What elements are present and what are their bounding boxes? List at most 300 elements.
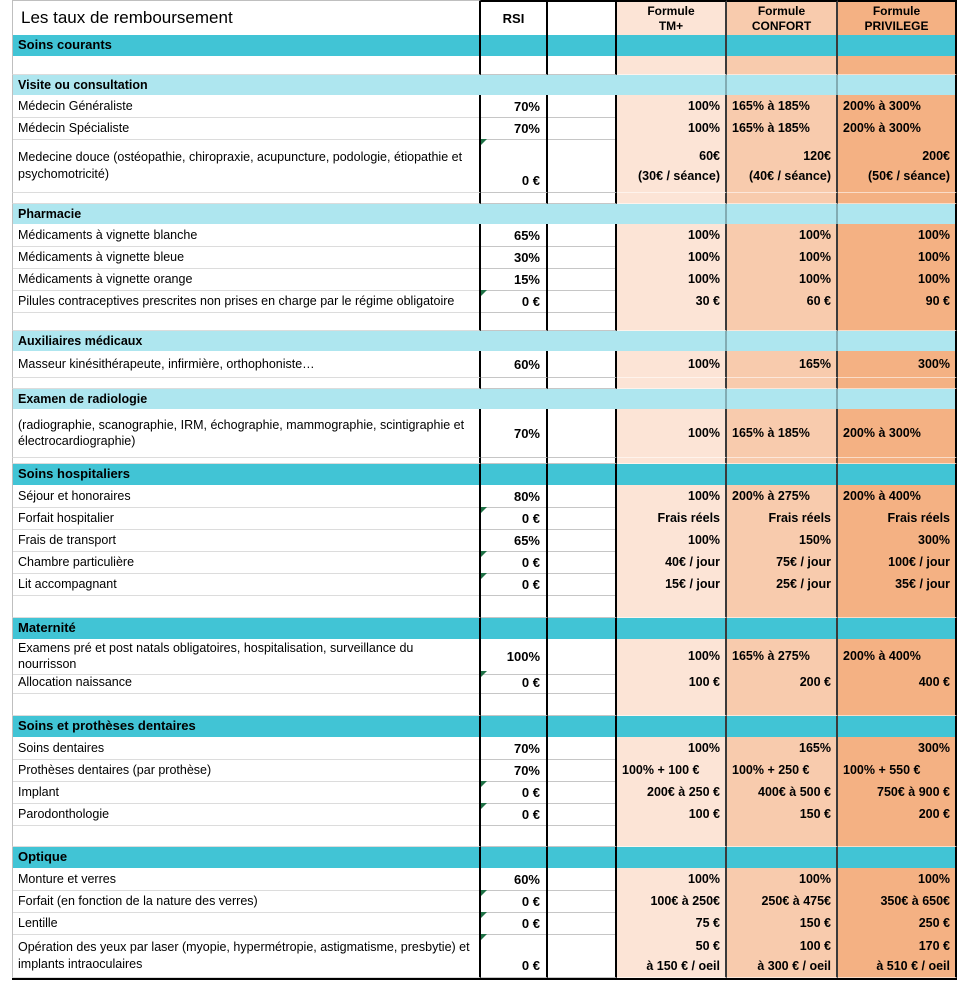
formule-confort-cell[interactable] <box>727 268 838 291</box>
formule-privilege-cell <box>838 331 957 351</box>
row-label: Medecine douce (ostéopathie, chiropraxie, acupuncture, podologie, étiopathie et psychomotricité) <box>18 150 463 181</box>
table-row <box>12 139 957 193</box>
row-label: Lentille <box>18 915 58 930</box>
formule-confort-cell[interactable] <box>727 485 838 508</box>
formule-privilege-cell[interactable] <box>838 485 957 508</box>
value-line: 100% + 250 € <box>732 763 810 777</box>
rsi-value: 0 € <box>521 293 540 309</box>
table-row <box>12 781 957 803</box>
row-label-cell[interactable] <box>12 409 481 458</box>
gap-cell <box>548 716 617 737</box>
rsi-value: 0 € <box>521 510 540 526</box>
formule-confort-cell[interactable] <box>727 224 838 247</box>
row-label-cell[interactable] <box>12 224 481 247</box>
value-line: 150 € <box>799 916 831 930</box>
formule-tm-column-header[interactable] <box>617 0 727 35</box>
formule-confort-cell[interactable] <box>727 759 838 782</box>
formule-confort-cell <box>727 204 838 224</box>
rsi-cell[interactable] <box>481 639 548 675</box>
formule-confort-cell[interactable] <box>727 868 838 891</box>
value-line: 100% <box>918 272 950 286</box>
formule-confort-cell[interactable] <box>727 573 838 596</box>
formule-privilege-cell[interactable] <box>838 573 957 596</box>
row-label: Visite ou consultation <box>18 77 148 92</box>
formule-tm-cell <box>617 825 727 847</box>
row-label: Frais de transport <box>18 532 116 547</box>
spacer-cell <box>12 595 481 618</box>
row-label: Monture et verres <box>18 871 116 886</box>
row-label-cell[interactable] <box>12 639 481 675</box>
formule-tm-cell[interactable] <box>617 934 727 978</box>
formule-confort-cell[interactable] <box>727 737 838 760</box>
formule-confort-cell[interactable] <box>727 95 838 118</box>
formule-tm-cell[interactable] <box>617 246 727 269</box>
formule-privilege-cell[interactable] <box>838 290 957 313</box>
value-line: à 510 € / oeil <box>876 958 950 973</box>
formule-confort-cell[interactable] <box>727 551 838 574</box>
formule-privilege-cell[interactable] <box>838 529 957 552</box>
table-row <box>12 351 957 378</box>
formule-privilege-cell[interactable] <box>838 224 957 247</box>
value-line: 200 € <box>918 807 950 821</box>
rsi-cell[interactable] <box>481 868 548 891</box>
rsi-cell[interactable] <box>481 737 548 760</box>
row-label: Soins et prothèses dentaires <box>18 718 196 734</box>
row-label-cell[interactable] <box>12 803 481 826</box>
rsi-value: 70% <box>513 120 540 136</box>
row-label: Médecin Généraliste <box>18 98 133 113</box>
value-line: 100% <box>918 250 950 264</box>
formule-tm-cell <box>617 193 727 204</box>
value-line: 100% <box>688 272 720 286</box>
value-line: (50€ / séance) <box>868 168 950 183</box>
rsi-value: 70% <box>513 762 540 778</box>
row-label: Examen de radiologie <box>18 391 148 406</box>
value-line: 400€ à 500 € <box>758 785 831 799</box>
formule-privilege-cell[interactable] <box>838 868 957 891</box>
row-label-cell[interactable] <box>12 868 481 891</box>
row-label-cell[interactable] <box>12 759 481 782</box>
rsi-value: 65% <box>513 532 540 548</box>
rsi-cell[interactable] <box>481 912 548 935</box>
formule-confort-cell <box>727 56 838 75</box>
formule-privilege-column-header[interactable] <box>838 0 957 35</box>
rsi-cell[interactable] <box>481 759 548 782</box>
formule-tm-cell[interactable] <box>617 507 727 530</box>
rsi-value: 70% <box>513 740 540 756</box>
table-row <box>12 803 957 825</box>
rsi-cell[interactable] <box>481 290 548 313</box>
formule-privilege-cell[interactable] <box>838 507 957 530</box>
formule-tm-cell[interactable] <box>617 290 727 313</box>
value-line: 165% <box>799 741 831 755</box>
row-label-cell[interactable] <box>12 246 481 269</box>
gap-cell <box>548 868 617 891</box>
rsi-cell <box>481 75 548 95</box>
row-label-cell[interactable] <box>12 781 481 804</box>
formule-privilege-cell[interactable] <box>838 409 957 458</box>
value-line: 100% <box>799 250 831 264</box>
gap-cell <box>548 573 617 596</box>
value-line: 100% <box>799 228 831 242</box>
spacer-cell <box>12 312 481 331</box>
value-line: 200€ à 250 € <box>647 785 720 799</box>
formule-confort-cell <box>727 331 838 351</box>
subsection-header-row <box>12 331 957 351</box>
formule-tm-cell[interactable] <box>617 529 727 552</box>
value-line: 300% <box>918 741 950 755</box>
formule-confort-cell[interactable] <box>727 781 838 804</box>
formule-privilege-cell[interactable] <box>838 781 957 804</box>
rsi-cell[interactable] <box>481 268 548 291</box>
formule-name: PRIVILEGE <box>864 18 929 33</box>
formule-tm-cell[interactable] <box>617 485 727 508</box>
rsi-cell <box>481 847 548 868</box>
spacer-row <box>12 56 957 75</box>
value-line: 25€ / jour <box>776 577 831 591</box>
formule-tm-cell <box>617 378 727 389</box>
rsi-cell <box>481 618 548 639</box>
formule-privilege-cell[interactable] <box>838 803 957 826</box>
value-line: 200% à 300% <box>843 99 921 113</box>
formule-tm-cell[interactable] <box>617 409 727 458</box>
formule-privilege-cell <box>838 595 957 618</box>
formule-privilege-cell <box>838 193 957 204</box>
table-row <box>12 95 957 117</box>
table-row <box>12 224 957 246</box>
formule-tm-cell[interactable] <box>617 351 727 378</box>
table-row <box>12 737 957 759</box>
rsi-cell[interactable] <box>481 224 548 247</box>
formule-confort-cell <box>727 464 838 485</box>
section-header-row <box>12 35 957 56</box>
formule-confort-cell[interactable] <box>727 671 838 694</box>
rsi-cell[interactable] <box>481 551 548 574</box>
formule-tm-cell[interactable] <box>617 803 727 826</box>
row-label-cell[interactable] <box>12 95 481 118</box>
row-label: Forfait (en fonction de la nature des verres) <box>18 893 258 908</box>
value-line: 200% à 300% <box>843 426 921 440</box>
formule-tm-cell <box>617 56 727 75</box>
formule-privilege-cell <box>838 825 957 847</box>
formule-privilege-cell[interactable] <box>838 95 957 118</box>
gap-cell <box>548 246 617 269</box>
gap-cell <box>548 193 617 204</box>
gap-cell <box>548 737 617 760</box>
formule-confort-cell[interactable] <box>727 639 838 675</box>
formule-tm-cell <box>617 75 727 95</box>
formule-privilege-cell <box>838 56 957 75</box>
value-line: 165% à 275% <box>732 649 810 664</box>
value-line: 100% <box>688 741 720 755</box>
rsi-value: 0 € <box>521 784 540 800</box>
row-label-cell[interactable] <box>12 529 481 552</box>
row-label-cell[interactable] <box>12 737 481 760</box>
value-line: Frais réels <box>768 511 831 525</box>
rsi-cell[interactable] <box>481 934 548 978</box>
subsection-title-cell[interactable] <box>12 331 481 351</box>
rsi-cell[interactable] <box>481 507 548 530</box>
formule-privilege-cell <box>838 378 957 389</box>
row-label: Forfait hospitalier <box>18 510 114 525</box>
gap-cell <box>548 529 617 552</box>
formule-confort-cell <box>727 193 838 204</box>
spacer-cell <box>12 56 481 75</box>
rsi-cell[interactable] <box>481 409 548 458</box>
value-line: 100% <box>688 426 720 440</box>
formule-privilege-cell <box>838 693 957 716</box>
formule-privilege-cell[interactable] <box>838 351 957 378</box>
gap-cell <box>548 825 617 847</box>
spacer-row <box>12 825 957 847</box>
formule-tm-cell[interactable] <box>617 268 727 291</box>
formule-confort-cell <box>727 312 838 331</box>
rsi-cell[interactable] <box>481 485 548 508</box>
formule-tm-cell <box>617 847 727 868</box>
value-line: 150% <box>799 533 831 547</box>
gap-cell <box>548 890 617 913</box>
value-line: 300% <box>918 533 950 547</box>
value-line: 400 € <box>918 675 950 689</box>
formule-tm-cell[interactable] <box>617 224 727 247</box>
value-line: 200% à 300% <box>843 121 921 135</box>
gap-cell <box>548 693 617 716</box>
formule-privilege-cell <box>838 204 957 224</box>
gap-cell <box>548 485 617 508</box>
formule-confort-cell[interactable] <box>727 507 838 530</box>
spacer-cell <box>12 693 481 716</box>
formule-privilege-cell[interactable] <box>838 934 957 978</box>
table-row <box>12 290 957 312</box>
formule-tm-cell[interactable] <box>617 890 727 913</box>
row-label-cell[interactable] <box>12 551 481 574</box>
rsi-cell <box>481 595 548 618</box>
spacer-row <box>12 312 957 331</box>
row-label-cell[interactable] <box>12 507 481 530</box>
row-label: Parodonthologie <box>18 806 110 821</box>
value-line: 170 € <box>918 938 950 953</box>
rsi-cell[interactable] <box>481 781 548 804</box>
row-label: Implant <box>18 784 59 799</box>
rsi-cell <box>481 378 548 389</box>
section-title-cell[interactable] <box>12 618 481 639</box>
formule-tm-cell[interactable] <box>617 868 727 891</box>
formule-privilege-cell[interactable] <box>838 759 957 782</box>
rsi-cell <box>481 716 548 737</box>
section-title-cell[interactable] <box>12 847 481 868</box>
formule-tm-cell[interactable] <box>617 551 727 574</box>
gap-cell <box>548 934 617 978</box>
rsi-value: 0 € <box>521 674 540 690</box>
formule-privilege-cell <box>838 312 957 331</box>
formule-tm-cell[interactable] <box>617 95 727 118</box>
formule-privilege-cell[interactable] <box>838 890 957 913</box>
formule-confort-cell[interactable] <box>727 246 838 269</box>
row-label-cell[interactable] <box>12 290 481 313</box>
value-line: 15€ / jour <box>665 577 720 591</box>
formule-confort-cell[interactable] <box>727 803 838 826</box>
table-row <box>12 268 957 290</box>
table-row <box>12 639 957 671</box>
row-label-cell[interactable] <box>12 912 481 935</box>
formule-confort-cell[interactable] <box>727 409 838 458</box>
rsi-cell <box>481 56 548 75</box>
rsi-cell[interactable] <box>481 95 548 118</box>
gap-cell <box>548 803 617 826</box>
value-line: 100€ / jour <box>888 555 950 569</box>
rsi-value: 70% <box>513 98 540 114</box>
formule-tm-cell[interactable] <box>617 573 727 596</box>
rsi-value: 65% <box>513 227 540 243</box>
table-body <box>12 35 957 978</box>
row-label: Soins hospitaliers <box>18 466 130 482</box>
formule-tm-cell[interactable] <box>617 781 727 804</box>
row-label-cell[interactable] <box>12 671 481 694</box>
formule-privilege-cell[interactable] <box>838 551 957 574</box>
section-title-cell[interactable] <box>12 464 481 485</box>
row-label-cell[interactable] <box>12 351 481 378</box>
rsi-cell <box>481 204 548 224</box>
formule-privilege-cell[interactable] <box>838 268 957 291</box>
formule-confort-cell[interactable] <box>727 351 838 378</box>
rsi-cell <box>481 35 548 56</box>
formule-privilege-cell[interactable] <box>838 671 957 694</box>
formule-privilege-cell[interactable] <box>838 139 957 193</box>
rsi-cell[interactable] <box>481 529 548 552</box>
formule-confort-cell[interactable] <box>727 290 838 313</box>
row-label-cell[interactable] <box>12 139 481 193</box>
rsi-cell <box>481 693 548 716</box>
row-label: Prothèses dentaires (par prothèse) <box>18 762 212 777</box>
rsi-value: 0 € <box>521 958 540 973</box>
formule-privilege-cell[interactable] <box>838 246 957 269</box>
gap-cell <box>548 781 617 804</box>
formule-confort-cell[interactable] <box>727 890 838 913</box>
table-row <box>12 529 957 551</box>
formule-privilege-cell[interactable] <box>838 639 957 675</box>
value-line: 100% <box>799 872 831 886</box>
rsi-cell[interactable] <box>481 671 548 694</box>
formule-privilege-cell[interactable] <box>838 117 957 140</box>
value-line: 100 € <box>688 675 720 689</box>
formule-confort-cell[interactable] <box>727 117 838 140</box>
gap-cell <box>548 35 617 56</box>
formule-tm-cell <box>617 204 727 224</box>
formule-tm-cell[interactable] <box>617 139 727 193</box>
section-title-cell[interactable] <box>12 35 481 56</box>
gap-cell <box>548 312 617 331</box>
row-label-cell[interactable] <box>12 117 481 140</box>
formule-privilege-cell <box>838 847 957 868</box>
formule-confort-cell <box>727 75 838 95</box>
row-label: (radiographie, scanographie, IRM, échographie, mammographie, scintigraphie et électrocardiographie) <box>18 417 465 448</box>
rsi-cell[interactable] <box>481 139 548 193</box>
value-line: 75 € <box>695 916 720 930</box>
row-label-cell[interactable] <box>12 890 481 913</box>
value-line: Frais réels <box>887 511 950 525</box>
value-line: Frais réels <box>657 511 720 525</box>
value-line: 100€ à 250€ <box>650 894 720 908</box>
subsection-title-cell[interactable] <box>12 204 481 224</box>
rsi-value: 30% <box>513 249 540 265</box>
spacer-row <box>12 595 957 618</box>
value-line: 100% <box>688 533 720 547</box>
rsi-cell[interactable] <box>481 246 548 269</box>
row-label-cell[interactable] <box>12 573 481 596</box>
formule-tm-cell <box>617 35 727 56</box>
rsi-cell[interactable] <box>481 117 548 140</box>
rsi-column-header[interactable]: RSI <box>481 0 548 35</box>
formule-confort-cell[interactable] <box>727 529 838 552</box>
formule-confort-cell <box>727 378 838 389</box>
row-label-cell[interactable] <box>12 485 481 508</box>
rsi-cell[interactable] <box>481 803 548 826</box>
formule-tm-cell[interactable] <box>617 671 727 694</box>
formule-privilege-cell[interactable] <box>838 912 957 935</box>
rsi-value: 60% <box>513 871 540 887</box>
formule-tm-cell <box>617 595 727 618</box>
formule-tm-cell[interactable] <box>617 759 727 782</box>
row-label: Optique <box>18 849 68 865</box>
section-title-cell[interactable] <box>12 716 481 737</box>
formule-confort-cell[interactable] <box>727 912 838 935</box>
rsi-value: 0 € <box>521 806 540 822</box>
formule-tm-cell[interactable] <box>617 737 727 760</box>
spacer-row <box>12 193 957 204</box>
value-line: 100% + 550 € <box>843 763 921 777</box>
gap-cell <box>548 75 617 95</box>
value-line: 40€ / jour <box>665 555 720 569</box>
formule-name: TM+ <box>658 18 684 33</box>
formule-tm-cell[interactable] <box>617 117 727 140</box>
formule-label: Formule <box>757 3 806 18</box>
value-line: 150 € <box>799 807 831 821</box>
formule-confort-column-header[interactable] <box>727 0 838 35</box>
rsi-cell[interactable] <box>481 890 548 913</box>
formule-tm-cell[interactable] <box>617 912 727 935</box>
gap-cell <box>548 639 617 675</box>
rsi-value: 60% <box>513 356 540 372</box>
formule-privilege-cell <box>838 716 957 737</box>
formule-confort-cell[interactable] <box>727 139 838 193</box>
subsection-title-cell[interactable] <box>12 389 481 409</box>
table-row <box>12 868 957 890</box>
formule-privilege-cell[interactable] <box>838 737 957 760</box>
row-label-cell[interactable] <box>12 934 481 978</box>
formule-confort-cell[interactable] <box>727 934 838 978</box>
gap-cell <box>548 551 617 574</box>
rsi-cell[interactable] <box>481 351 548 378</box>
rsi-cell[interactable] <box>481 573 548 596</box>
spacer-cell <box>12 193 481 204</box>
row-label: Examens pré et post natals obligatoires, hospitalisation, surveillance du nourrisson <box>18 641 414 672</box>
value-line: 100% + 100 € <box>622 763 700 777</box>
formule-name: CONFORT <box>751 18 812 33</box>
gap-cell <box>548 351 617 378</box>
formule-label: Formule <box>872 3 921 18</box>
subsection-title-cell[interactable] <box>12 75 481 95</box>
rsi-value: 0 € <box>521 576 540 592</box>
gap-cell <box>548 759 617 782</box>
row-label-cell[interactable] <box>12 268 481 291</box>
spacer-cell <box>12 378 481 389</box>
page-title: Les taux de remboursement <box>12 0 481 35</box>
row-label: Auxiliaires médicaux <box>18 333 143 348</box>
subsection-header-row <box>12 204 957 224</box>
formule-tm-cell[interactable] <box>617 639 727 675</box>
row-label: Masseur kinésithérapeute, infirmière, orthophoniste… <box>18 356 315 371</box>
value-line: 200% à 275% <box>732 489 810 503</box>
